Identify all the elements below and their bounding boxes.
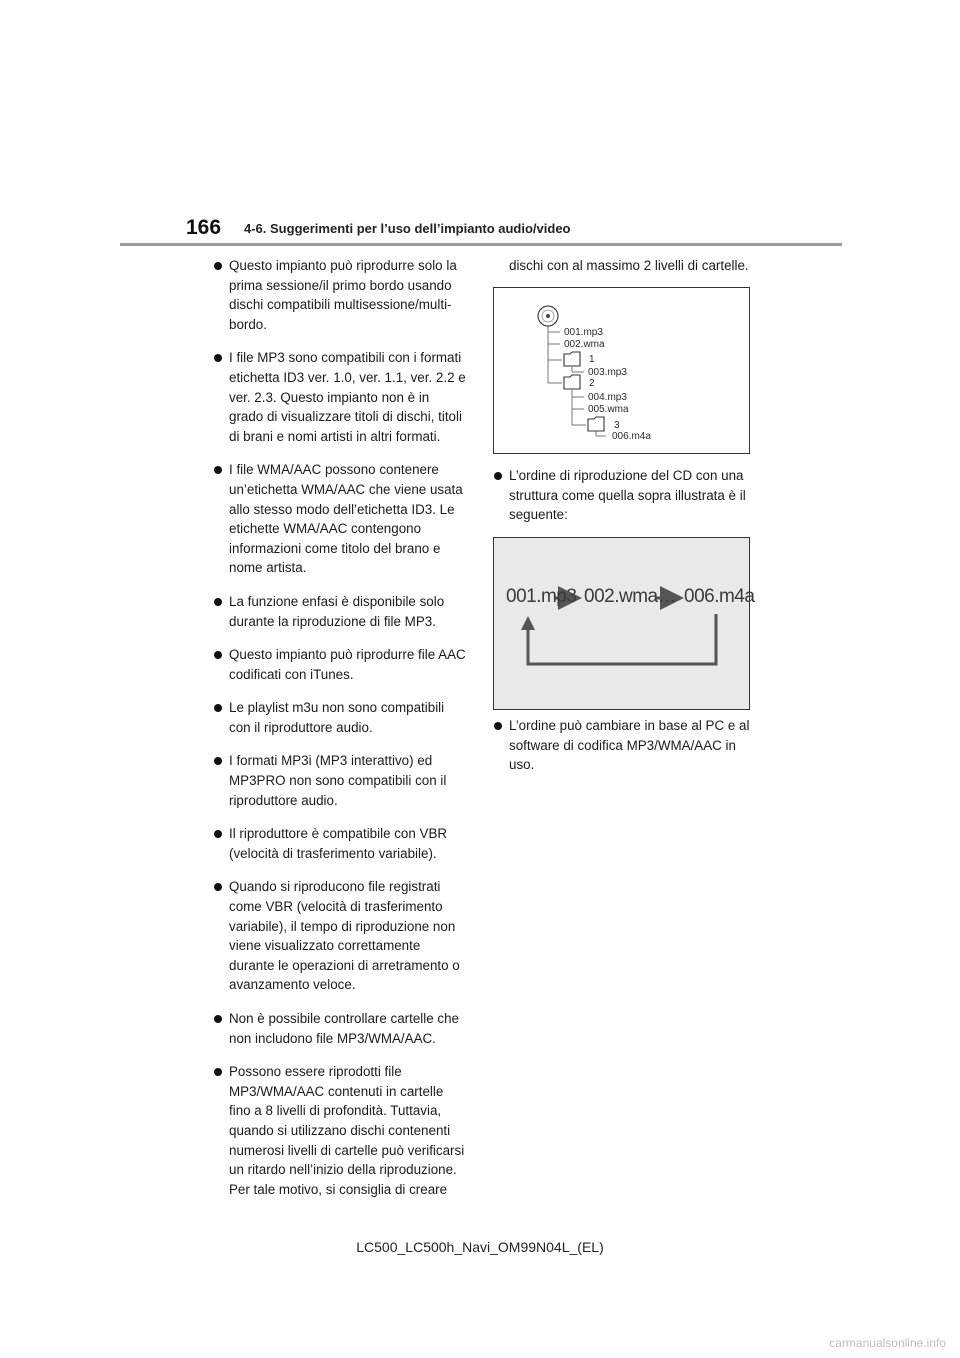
loop-back-arrow-icon	[521, 614, 716, 664]
bullet-dot-icon	[214, 598, 222, 606]
page-header	[120, 212, 840, 246]
watermark: carmanualsonline.info	[829, 1336, 946, 1350]
sequence-second-file: 002.wma…	[584, 586, 677, 607]
footer-doc-code: LC500_LC500h_Navi_OM99N04L_(EL)	[356, 1239, 604, 1255]
bullet-dot-icon	[214, 1068, 222, 1076]
bullet-item: Questo impianto può riprodurre solo la prima sessione/il primo bordo usando dischi compatibili multisessione/multi-bordo.	[214, 256, 466, 334]
sequence-last-file: 006.m4a	[684, 586, 755, 607]
bullet-item: Non è possibile controllare cartelle che non includono file MP3/WMA/AAC.	[214, 1009, 466, 1048]
bullet-item: Questo impianto può riprodurre file AAC codificati con iTunes.	[214, 645, 466, 684]
section-title: 4-6. Suggerimenti per l’uso dell’impianto audio/video	[244, 221, 571, 236]
tree-item-file: 002.wma	[564, 339, 605, 350]
tree-item-file: 003.mp3	[588, 367, 627, 378]
tree-item-file: 001.mp3	[564, 327, 603, 338]
cd-disc-icon	[538, 306, 558, 326]
tree-item-file: 006.m4a	[612, 431, 651, 442]
bullet-item: L’ordine di riproduzione del CD con una struttura come quella sopra illustrata è il seguente:	[494, 466, 752, 525]
bullet-item: I file MP3 sono compatibili con i formati etichetta ID3 ver. 1.0, ver. 1.1, ver. 2.2 e ver. 2.3. Questo impianto non è in grado di visualizzare titoli di dischi, titoli di brani e nomi artisti in altri formati.	[214, 348, 466, 446]
folder-icon	[588, 417, 604, 431]
bullet-dot-icon	[214, 262, 222, 270]
page-number: 166	[186, 216, 222, 239]
sequence-first-file: 001.mp3	[506, 586, 577, 607]
bullet-item: L’ordine può cambiare in base al PC e al software di codifica MP3/WMA/AAC in uso.	[494, 716, 752, 775]
left-column	[214, 256, 466, 1213]
folder-icon	[564, 375, 580, 389]
playback-sequence-diagram	[493, 537, 755, 710]
tree-item-folder: 1	[589, 354, 595, 365]
bullet-dot-icon	[494, 722, 502, 730]
right-column-order	[494, 466, 752, 539]
bullet-item: I file WMA/AAC possono contenere un’etichetta WMA/AAC che viene usata allo stesso modo dell’etichetta ID3. Le etichette WMA/AAC contengono informazioni come titolo del brano e nome artista.	[214, 460, 466, 578]
tree-item-folder: 2	[589, 378, 595, 389]
bullet-item: La funzione enfasi è disponibile solo durante la riproduzione di file MP3.	[214, 592, 466, 631]
tree-item-file: 004.mp3	[588, 392, 627, 403]
sequence-arrows	[494, 538, 749, 709]
bullet-dot-icon	[214, 830, 222, 838]
bullet-item: Il riproduttore è compatibile con VBR (velocità di trasferimento variabile).	[214, 824, 466, 863]
folder-icon	[564, 352, 580, 366]
tree-item-file: 005.wma	[588, 404, 629, 415]
tree-item-folder: 3	[614, 420, 620, 431]
bullet-item: Possono essere riprodotti file MP3/WMA/AAC contenuti in cartelle fino a 8 livelli di profondità. Tuttavia, quando si utilizzano dischi contenenti numerosi livelli di cartelle può verificarsi un ritardo nell’inizio della riproduzione. Per tale motivo, si consiglia di creare	[214, 1062, 466, 1199]
bullet-dot-icon	[214, 883, 222, 891]
continuation-text: dischi con al massimo 2 livelli di cartelle.	[509, 258, 749, 273]
header-divider	[120, 243, 842, 246]
bullet-item: Le playlist m3u non sono compatibili con il riproduttore audio.	[214, 698, 466, 737]
bullet-dot-icon	[214, 757, 222, 765]
bullet-item: Quando si riproducono file registrati come VBR (velocità di trasferimento variabile), il tempo di riproduzione non viene visualizzato correttamente durante le operazioni di arretramento o avanzamento veloce.	[214, 877, 466, 995]
bullet-dot-icon	[214, 1015, 222, 1023]
bullet-dot-icon	[214, 466, 222, 474]
folder-tree-diagram	[493, 287, 750, 454]
bullet-dot-icon	[494, 472, 502, 480]
right-column-note	[494, 716, 752, 789]
bullet-dot-icon	[214, 704, 222, 712]
bullet-dot-icon	[214, 651, 222, 659]
bullet-dot-icon	[214, 354, 222, 362]
bullet-item: I formati MP3i (MP3 interattivo) ed MP3PRO non sono compatibili con il riproduttore audio.	[214, 751, 466, 810]
